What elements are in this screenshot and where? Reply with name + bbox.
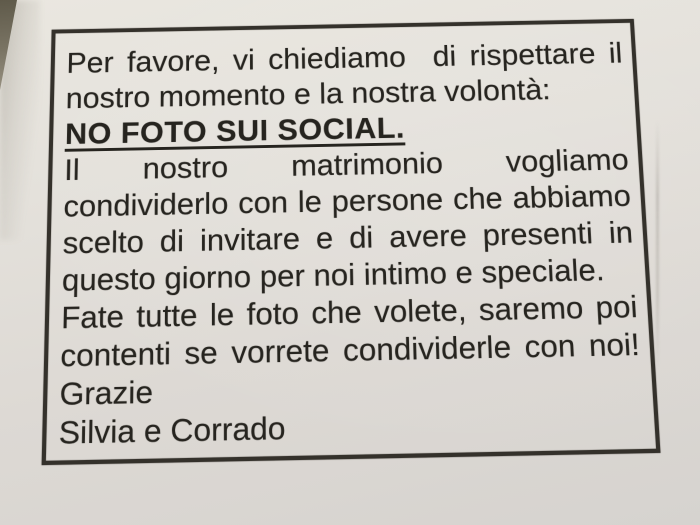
sign-thanks: Grazie — [59, 373, 154, 413]
sign-line-4: Il nostro matrimonio vogliamo — [63, 142, 630, 187]
sign-signature-names: Silvia e Corrado — [58, 409, 286, 452]
sign-line-5: condividerlo con le persone che abbiamo — [63, 178, 632, 224]
sign-line-1: Per favore, vi chiediamo di rispettare il — [66, 36, 624, 80]
sign-line-7: questo giorno per noi intimo e speciale. — [61, 252, 606, 298]
sign-line-2: nostro momento e la nostra volontà: — [65, 72, 552, 116]
sign-line-8: Fate tutte le foto che volete, saremo poi — [60, 288, 639, 336]
wedding-notice-sign — [42, 19, 661, 465]
sign-headline-no-foto-sui-social: NO FOTO SUI SOCIAL. — [64, 110, 406, 151]
sign-line-9: contenti se vorrete condividerle con noi! — [60, 326, 641, 374]
sign-line-6: scelto di invitare e di avere presenti in — [62, 214, 634, 261]
paper-crease — [656, 120, 659, 370]
